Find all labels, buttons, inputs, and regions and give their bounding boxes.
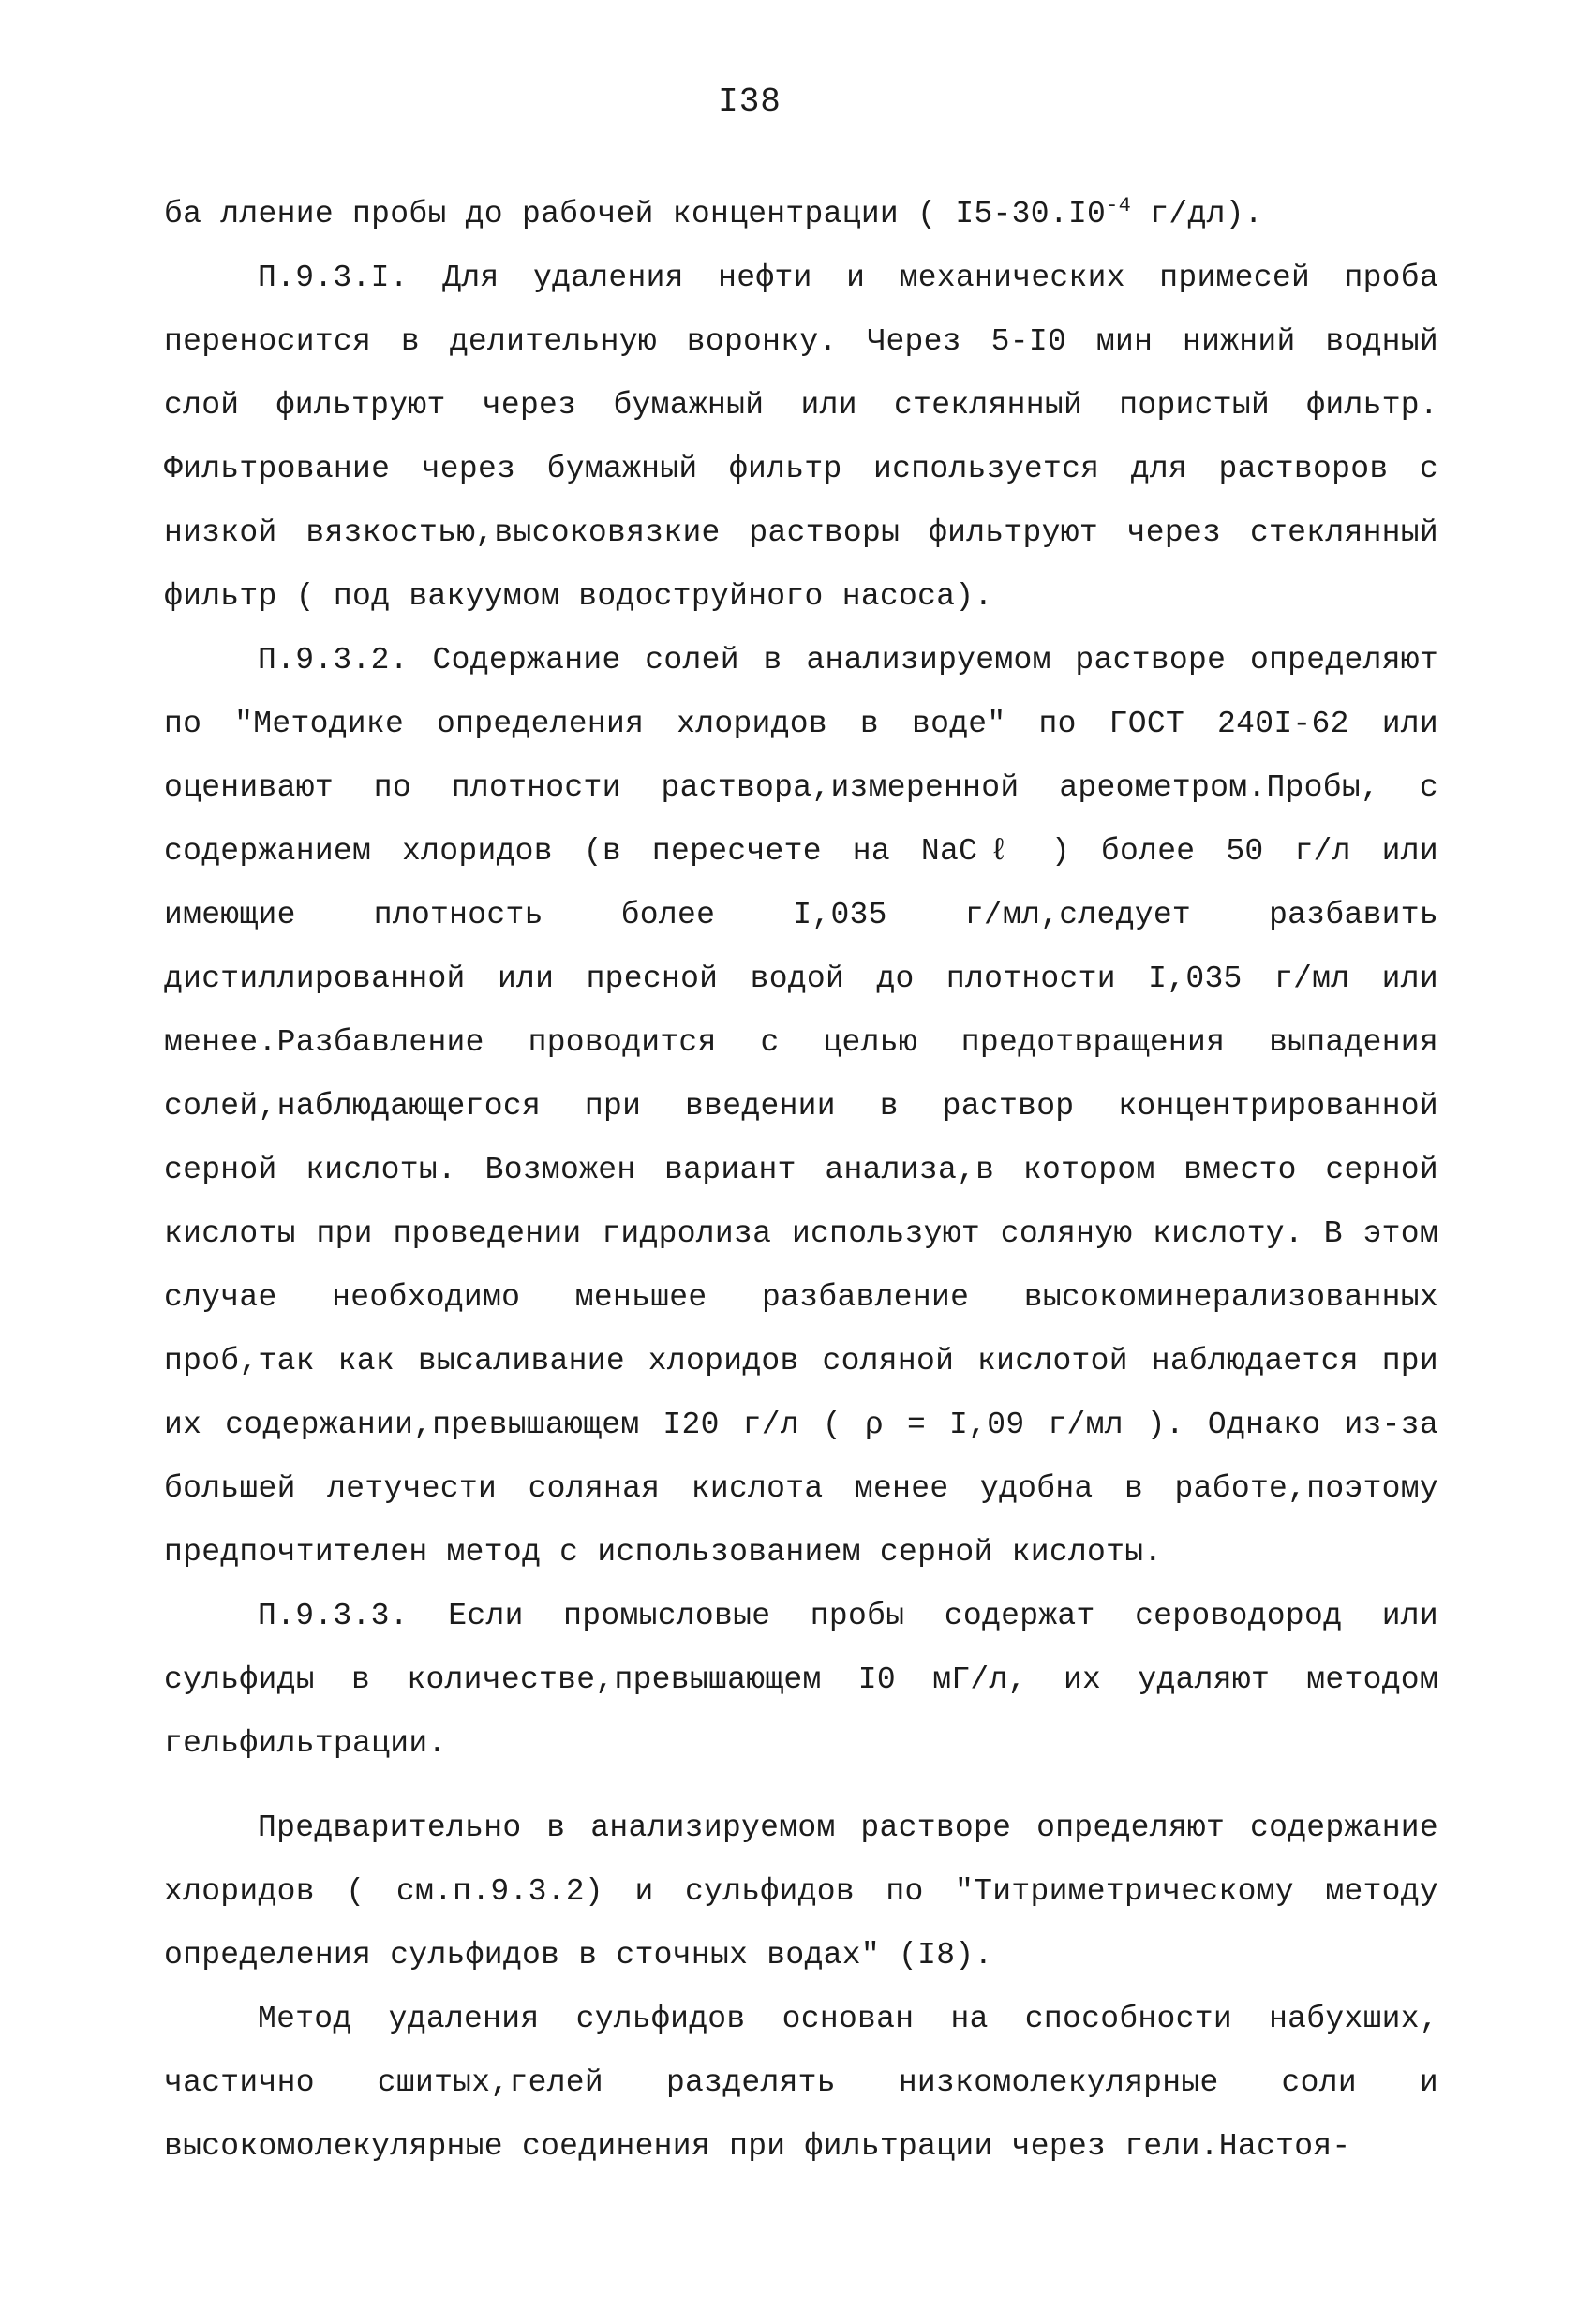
paragraph-9-3-2: П.9.3.2. Содержание солей в анализируемом растворе определяют по "Методике определения хлоридов в воде" по ГОСТ 240I-62 или оценивают по плотности раствора,измеренной ареометром.Пробы, с содержанием хлоридов (в пересчете на NaCℓ ) более 50 г/л или имеющие плотность более I,035 г/мл,следует разбавить дистиллированной или пресной водой до плотности I,035 г/мл или менее.Разбавление проводится с целью предотвращения выпадения солей,наблюдающегося при введении в раствор концентрированной серной кислоты. Возможен вариант анализа,в котором вместо серной кислоты при проведении гидролиза используют соляную кислоту. В этом случае необходимо меньшее разбавление высокоминерализованных проб,так как высаливание хлоридов соляной кислотой наблюдается при их содержании,превышающем I20 г/л ( ρ = I,09 г/мл ). Однако из-за большей летучести соляная кислота менее удобна в работе,поэтому предпочтителен метод с использованием серной кислоты.	[164, 643, 1438, 1570]
paragraph-preliminary: Предварительно в анализируемом растворе определяют содержание хлоридов ( см.п.9.3.2) и сульфидов по "Титриметрическому методу определения сульфидов в сточных водах" (I8).	[164, 1810, 1438, 1973]
paragraph-9-3-3: П.9.3.3. Если промысловые пробы содержат сероводород или сульфиды в количестве,превышающем I0 мГ/л, их удаляют методом гельфильтрации.	[164, 1599, 1438, 1761]
paragraph-text: бa лление пробы до рабочей концентрации ( I5-30.I0	[164, 197, 1107, 231]
exponent: -4	[1106, 194, 1132, 217]
paragraph-text: г/дл).	[1131, 197, 1263, 231]
paragraph-9-3-1: П.9.3.I. Для удаления нефти и механических примесей проба переносится в делительную воронку. Через 5-I0 мин нижний водный слой фильтруют через бумажный или стеклянный пористый фильтр. Фильтрование через бумажный фильтр используется для растворов с низкой вязкостью,высоковязкие растворы фильтруют через стеклянный фильтр ( под вакуумом водоструйного насоса).	[164, 261, 1438, 614]
paragraph-method: Метод удаления сульфидов основан на способности набухших, частично сшитых,гелей разделять низкомолекулярные соли и высокомолекулярные соединения при фильтрации через гели.Настоя-	[164, 2002, 1438, 2164]
paragraph-continuation	[164, 183, 1438, 246]
document-body	[164, 183, 1438, 2179]
page-number: I38	[718, 82, 782, 121]
